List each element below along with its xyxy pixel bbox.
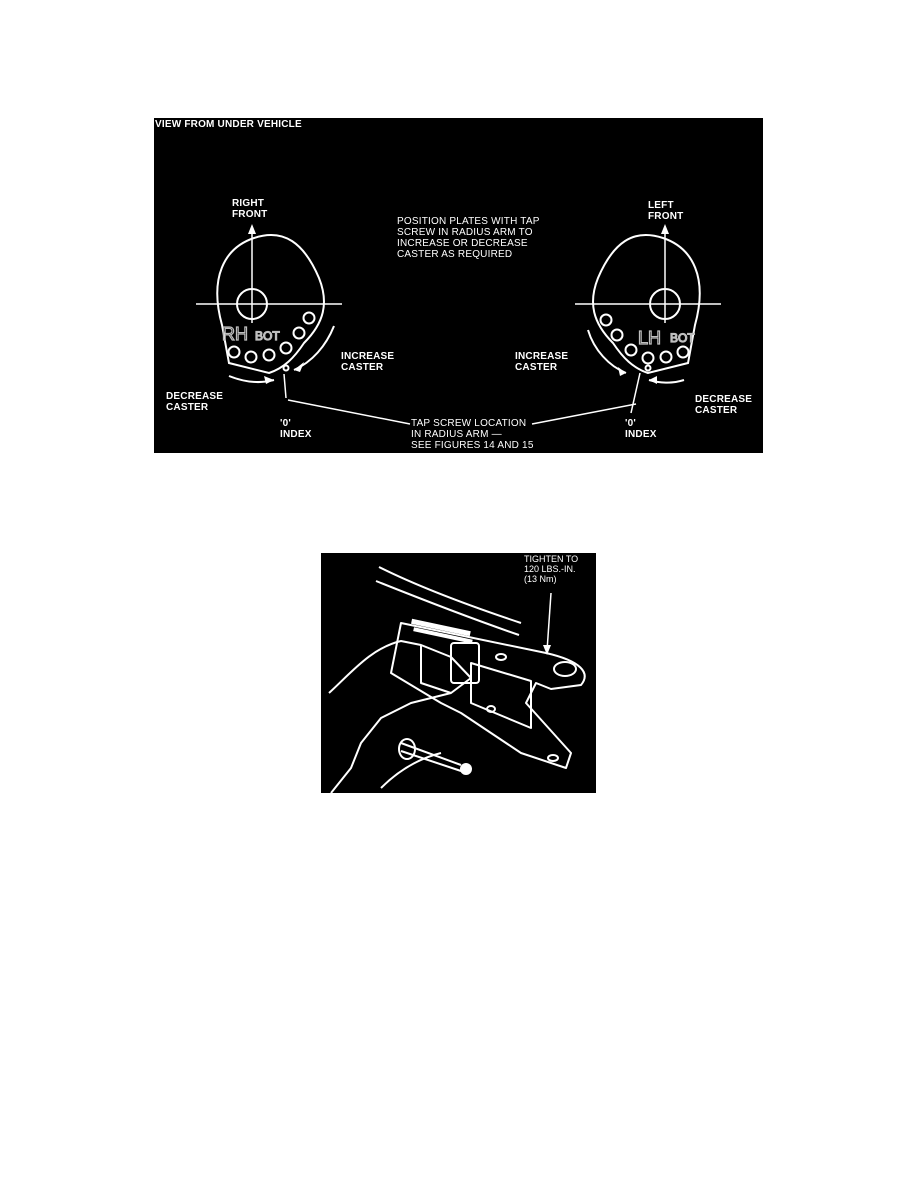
rh-zero-index-leader [284,374,286,398]
caster-plate-figure [154,118,763,453]
lh-zero-index-leader [631,373,640,413]
torque-callout-leader [547,593,551,651]
lh-increase-caster-label: INCREASE CASTER [515,351,569,373]
left-front-arrowhead [661,224,669,234]
left-front-label: LEFT FRONT [648,200,684,222]
rh-bot-mark: BOT [255,329,280,343]
radius-arm-torque-figure [321,553,596,793]
torque-callout: TIGHTEN TO 120 LBS.-IN. (13 Nm) [524,554,579,584]
bracket-hole [554,662,576,676]
rh-zero-index-label: '0' INDEX [280,418,312,440]
rh-decrease-caster-label: DECREASE CASTER [166,391,224,413]
lh-decrease-caster-label: DECREASE CASTER [695,394,753,416]
lh-bot-mark: BOT [670,331,695,345]
instruction-note: POSITION PLATES WITH TAP SCREW IN RADIUS ARM TO INCREASE OR DECREASE CASTER AS REQUIRED [397,216,540,260]
caster-plate-drawing [154,118,763,453]
lh-zero-index-label: '0' INDEX [625,418,657,440]
tap-screw-note: TAP SCREW LOCATION IN RADIUS ARM — SEE FIGURES 14 AND 15 [411,418,534,451]
right-front-arrowhead [248,224,256,234]
rh-plate-mark: RH [222,324,248,344]
lh-plate-mark: LH [638,328,662,348]
right-front-label: RIGHT FRONT [232,198,268,220]
rh-increase-caster-label: INCREASE CASTER [341,351,395,373]
bench-vise [329,641,471,793]
tap-screw-leader-right [532,404,636,424]
view-header: VIEW FROM UNDER VEHICLE [155,119,302,130]
radius-arm-drawing [321,553,596,793]
